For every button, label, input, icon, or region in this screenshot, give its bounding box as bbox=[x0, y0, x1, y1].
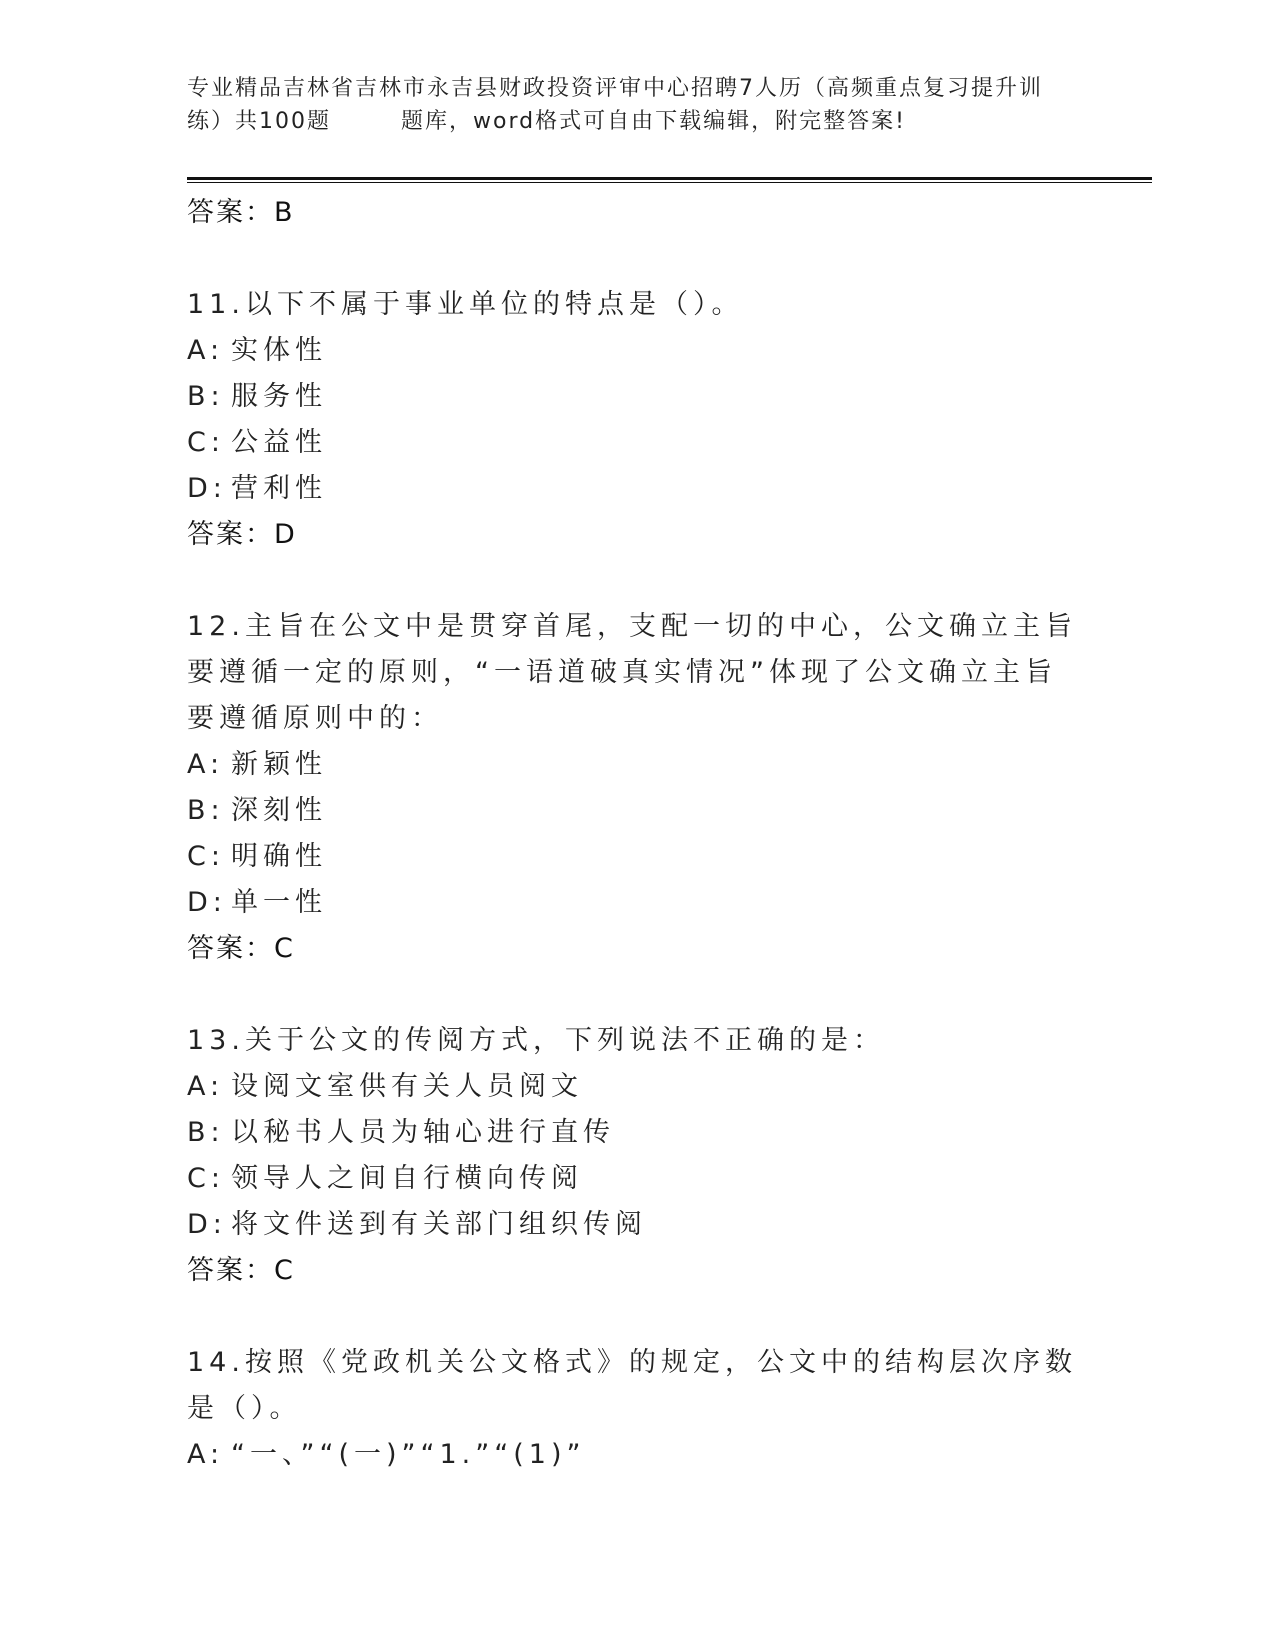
header-line-2 bbox=[187, 105, 1087, 138]
option-text: 深刻性 bbox=[231, 795, 327, 826]
option-key: C: bbox=[187, 1163, 225, 1194]
option-text: “一、”“(一)”“1.”“(1)” bbox=[231, 1439, 586, 1470]
option-c bbox=[187, 420, 1087, 466]
answer-line: 答案：B bbox=[187, 197, 295, 228]
option-d bbox=[187, 466, 1087, 512]
question-list bbox=[187, 190, 1087, 1478]
question-stem: 11.以下不属于事业单位的特点是（）。 bbox=[187, 289, 744, 320]
option-c bbox=[187, 1156, 1087, 1202]
header-line-2-right: 题库，word格式可自由下载编辑，附完整答案! bbox=[401, 109, 906, 134]
option-d bbox=[187, 880, 1087, 926]
option-text: 单一性 bbox=[231, 887, 327, 918]
option-b bbox=[187, 788, 1087, 834]
option-c bbox=[187, 834, 1087, 880]
option-text: 新颖性 bbox=[231, 749, 327, 780]
option-a bbox=[187, 1064, 1087, 1110]
question-stem: 13.关于公文的传阅方式，下列说法不正确的是： bbox=[187, 1025, 885, 1056]
option-key: A: bbox=[187, 749, 225, 780]
option-key: D: bbox=[187, 1209, 227, 1240]
option-text: 营利性 bbox=[231, 473, 327, 504]
option-key: C: bbox=[187, 427, 225, 458]
option-key: D: bbox=[187, 473, 227, 504]
option-text: 服务性 bbox=[231, 381, 327, 412]
option-b bbox=[187, 1110, 1087, 1156]
option-key: C: bbox=[187, 841, 225, 872]
option-a bbox=[187, 742, 1087, 788]
option-text: 领导人之间自行横向传阅 bbox=[231, 1163, 583, 1194]
header-line-2-left: 练）共100题 bbox=[187, 109, 331, 134]
option-key: D: bbox=[187, 887, 227, 918]
answer-line: 答案：C bbox=[187, 933, 295, 964]
option-key: B: bbox=[187, 1117, 225, 1148]
option-text: 公益性 bbox=[231, 427, 327, 458]
option-key: A: bbox=[187, 335, 225, 366]
option-a bbox=[187, 328, 1087, 374]
option-text: 以秘书人员为轴心进行直传 bbox=[231, 1117, 615, 1148]
option-d bbox=[187, 1202, 1087, 1248]
answer-line: 答案：D bbox=[187, 519, 297, 550]
header-line-1: 专业精品吉林省吉林市永吉县财政投资评审中心招聘7人历（高频重点复习提升训 bbox=[187, 76, 1043, 101]
option-key: B: bbox=[187, 795, 225, 826]
question-stem: 12.主旨在公文中是贯穿首尾，支配一切的中心，公文确立主旨要遵循一定的原则，“一语道破真实情况”体现了公文确立主旨要遵循原则中的： bbox=[187, 611, 1077, 734]
option-key: A: bbox=[187, 1071, 225, 1102]
option-text: 设阅文室供有关人员阅文 bbox=[231, 1071, 583, 1102]
option-text: 将文件送到有关部门组织传阅 bbox=[231, 1209, 647, 1240]
option-text: 明确性 bbox=[231, 841, 327, 872]
header-divider-thin bbox=[187, 182, 1152, 183]
option-text: 实体性 bbox=[231, 335, 327, 366]
option-key: B: bbox=[187, 381, 225, 412]
option-key: A: bbox=[187, 1439, 225, 1470]
header-divider-thick bbox=[187, 177, 1152, 180]
option-a bbox=[187, 1432, 1087, 1478]
document-header bbox=[187, 72, 1087, 138]
answer-line: 答案：C bbox=[187, 1255, 295, 1286]
option-b bbox=[187, 374, 1087, 420]
question-stem: 14.按照《党政机关公文格式》的规定，公文中的结构层次序数是（）。 bbox=[187, 1347, 1077, 1424]
